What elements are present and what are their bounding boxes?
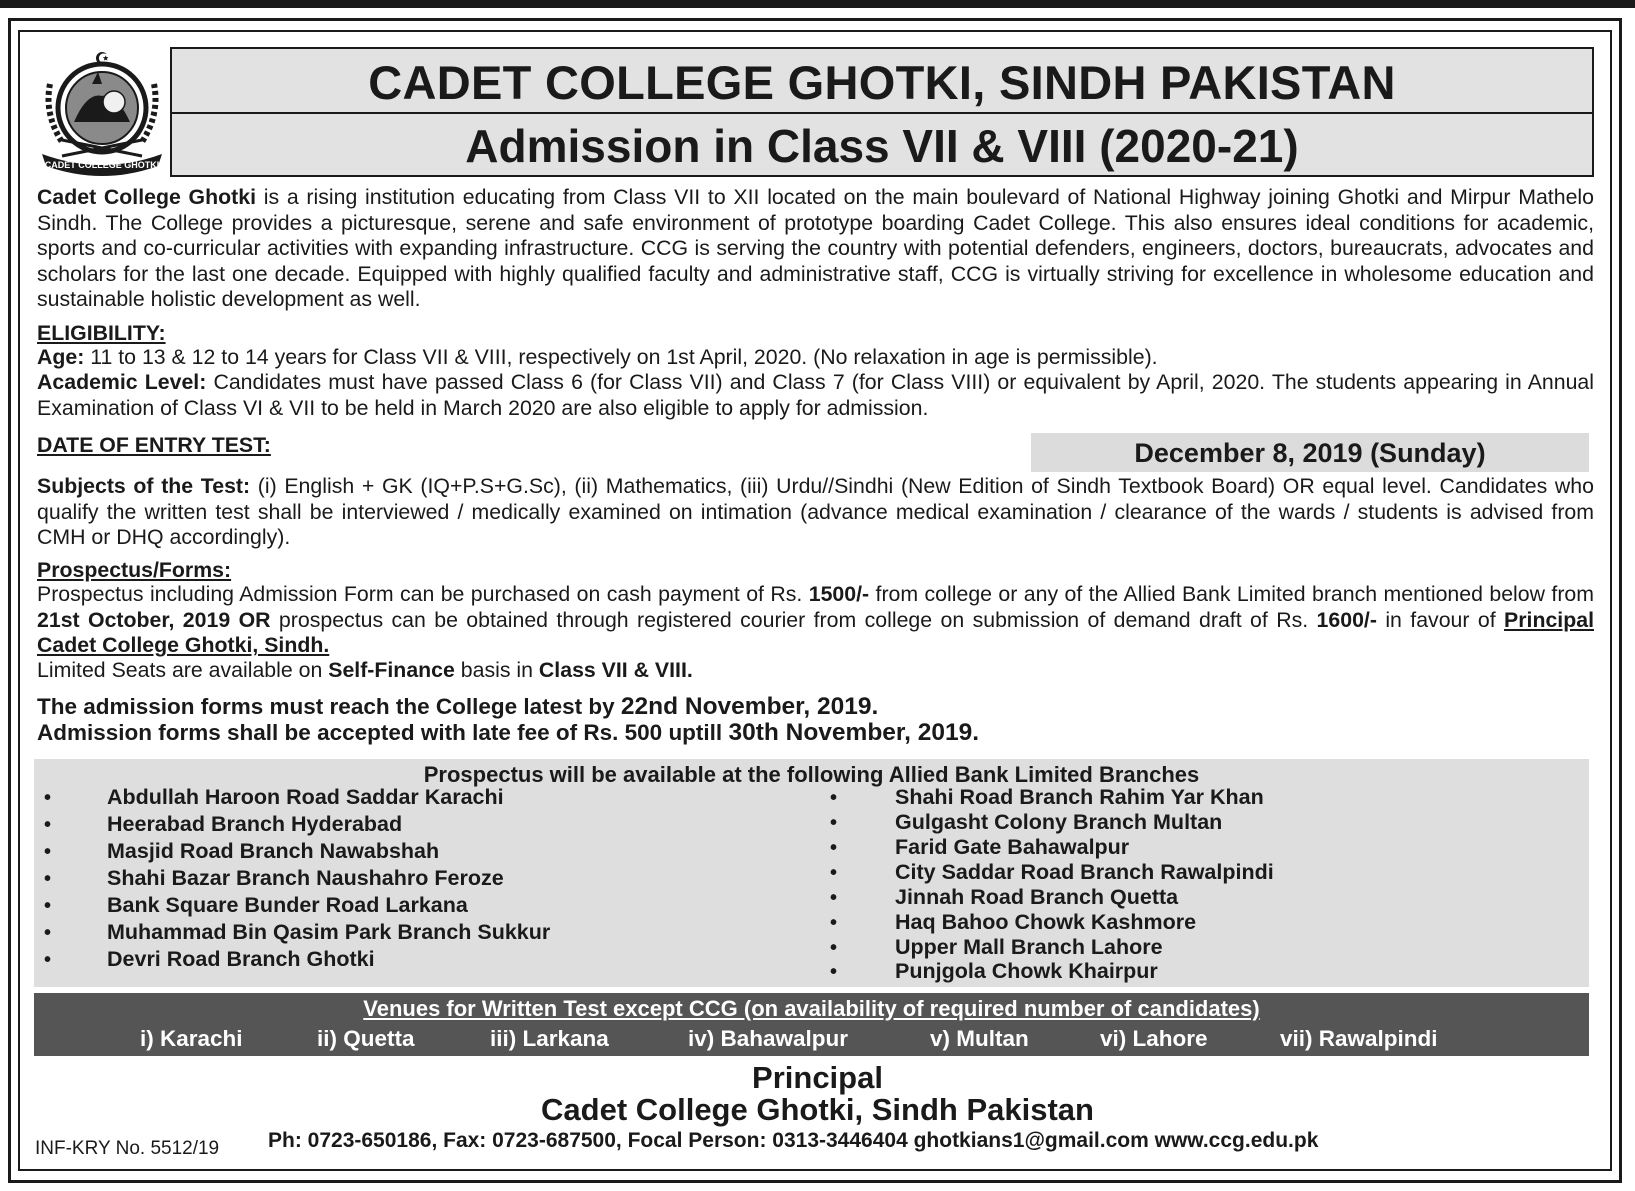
venue-city: i) Karachi — [140, 1026, 243, 1051]
subjects-text: (i) English + GK (IQ+P.S+G.Sc), (ii) Mathematics, (iii) Urdu//Sindhi (New Edition of Sindh Textbook Board) OR equal level. Candidates who qualify the written test shall be interviewed / medically examined on intimation (advance medical examination / clearance of the wards / students is advised from CMH or DHQ accordingly). — [37, 474, 1594, 550]
age-label: Age: — [37, 345, 85, 369]
svg-text:☪: ☪ — [94, 51, 110, 68]
venue-city: ii) Quetta — [317, 1026, 415, 1051]
seats-paragraph — [37, 658, 1594, 684]
entry-test-heading: DATE OF ENTRY TEST: — [37, 433, 271, 457]
bullet: • — [830, 961, 838, 983]
prospectus-text-1: Prospectus including Admission Form can be purchased on cash payment of Rs. — [37, 582, 809, 606]
branch-item-left: Shahi Bazar Branch Naushahro Feroze — [107, 866, 504, 890]
prospectus-text-3: prospectus can be obtained through registered courier from college on submission of demand draft of Rs. — [270, 607, 1317, 632]
branch-item-right: City Saddar Road Branch Rawalpindi — [895, 860, 1274, 884]
intro-paragraph — [37, 185, 1594, 313]
branch-item-right: Punjgola Chowk Khairpur — [895, 959, 1158, 983]
prospectus-payee: Principal Cadet College Ghotki, Sindh. — [37, 607, 1594, 658]
deadline-2-date: 30th November, 2019. — [728, 719, 980, 746]
logo-text: CADET COLLEGE GHOTKI — [44, 160, 160, 170]
subjects-paragraph — [37, 474, 1594, 551]
seats-bold-1: Self-Finance — [328, 658, 455, 682]
branch-item-left: Muhammad Bin Qasim Park Branch Sukkur — [107, 920, 551, 944]
intro-college-name: Cadet College Ghotki — [37, 185, 256, 209]
bullet: • — [44, 814, 52, 836]
intro-text: is a rising institution educating from Class VII to XII located on the main boulevard of National Highway joining Ghotki and Mirpur Mathelo Sindh. The College provides a picturesque, serene and safe environment of prototype boarding Cadet College. This also ensures ideal conditions for academic, sports and co-curricular activities with expanding infrastructure. CCG is serving the country with potential defenders, engineers, doctors, bureaucrats, advocates and scholars for the last one decade. Equipped with highly qualified faculty and administrative staff, CCG is virtually striving for excellence in wholesome education and sustainable holistic development as well. — [37, 185, 1594, 312]
page-subtitle: Admission in Class VII & VIII (2020-21) — [465, 120, 1299, 172]
eligibility-age — [37, 345, 1594, 371]
bullet: • — [830, 912, 838, 934]
deadline-line-1 — [37, 693, 878, 721]
bullet: • — [44, 949, 52, 971]
footer-college: Cadet College Ghotki, Sindh Pakistan — [541, 1092, 1094, 1127]
branch-item-right: Gulgasht Colony Branch Multan — [895, 810, 1223, 834]
academic-label: Academic Level: — [37, 370, 207, 394]
bullet: • — [830, 862, 838, 884]
bullet: • — [44, 895, 52, 917]
venue-city: v) Multan — [930, 1026, 1029, 1051]
deadline-line-2 — [37, 719, 979, 747]
title-divider — [172, 112, 1592, 114]
footer-principal: Principal — [752, 1060, 883, 1095]
branch-item-left: Abdullah Haroon Road Saddar Karachi — [107, 785, 504, 809]
eligibility-heading: ELIGIBILITY: — [37, 321, 166, 345]
branch-item-right: Upper Mall Branch Lahore — [895, 935, 1163, 959]
venue-city: vi) Lahore — [1100, 1026, 1208, 1051]
bullet: • — [830, 812, 838, 834]
prospectus-paragraph — [37, 582, 1594, 659]
bullet: • — [830, 787, 838, 809]
seats-bold-2: Class VII & VIII. — [538, 658, 693, 682]
branch-list-box — [34, 759, 1589, 987]
bullet: • — [830, 887, 838, 909]
deadline-1-text: The admission forms must reach the College latest by — [37, 694, 621, 719]
venue-city: iv) Bahawalpur — [688, 1026, 849, 1051]
branch-item-left: Heerabad Branch Hyderabad — [107, 812, 403, 836]
branch-item-right: Shahi Road Branch Rahim Yar Khan — [895, 785, 1264, 809]
venue-box — [34, 993, 1589, 1056]
prospectus-text-2: from college or any of the Allied Bank Limited branch mentioned below from — [869, 582, 1595, 606]
venue-title: Venues for Written Test except CCG (on availability of required number of candidates) — [363, 996, 1260, 1021]
prospectus-heading: Prospectus/Forms: — [37, 558, 232, 582]
subjects-label: Subjects of the Test: — [37, 474, 251, 498]
entry-test-date-box — [1031, 433, 1589, 472]
bullet: • — [44, 922, 52, 944]
bullet: • — [830, 937, 838, 959]
college-logo — [32, 44, 172, 178]
bullet: • — [44, 868, 52, 890]
seats-text-2: basis in — [454, 658, 539, 682]
branch-item-left: Devri Road Branch Ghotki — [107, 947, 375, 971]
branch-item-right: Farid Gate Bahawalpur — [895, 835, 1130, 859]
inf-number: INF-KRY No. 5512/19 — [35, 1138, 220, 1159]
prospectus-price-1: 1500/- — [808, 582, 870, 606]
seats-text-1: Limited Seats are available on — [37, 658, 329, 682]
academic-text: Candidates must have passed Class 6 (for Class VII) and Class 7 (for Class VIII) or equivalent by April, 2020. The students appearing in Annual Examination of Class VI & VII to be held in March 2020 are also eligible to apply for admission. — [37, 370, 1595, 420]
prospectus-date-from: 21st October, 2019 OR — [37, 607, 271, 632]
prospectus-text-4: in favour of — [1376, 607, 1505, 632]
title-box — [170, 47, 1594, 177]
venue-city: iii) Larkana — [490, 1026, 609, 1051]
bullet: • — [44, 787, 52, 809]
deadline-1-date: 22nd November, 2019. — [620, 693, 879, 720]
eligibility-academic — [37, 370, 1594, 421]
branch-item-right: Haq Bahoo Chowk Kashmore — [895, 910, 1197, 934]
top-rule — [0, 0, 1635, 8]
page-title: CADET COLLEGE GHOTKI, SINDH PAKISTAN — [368, 56, 1396, 109]
age-text: 11 to 13 & 12 to 14 years for Class VII & VIII, respectively on 1st April, 2020. (No relaxation in age is permissible). — [84, 345, 1158, 369]
branch-list-title: Prospectus will be available at the following Allied Bank Limited Branches — [423, 762, 1200, 787]
branch-item-right: Jinnah Road Branch Quetta — [895, 885, 1179, 909]
branch-item-left: Masjid Road Branch Nawabshah — [107, 839, 440, 863]
entry-test-date: December 8, 2019 (Sunday) — [1134, 438, 1486, 468]
venue-city: vii) Rawalpindi — [1280, 1026, 1438, 1051]
bullet: • — [44, 841, 52, 863]
contact-line: Ph: 0723-650186, Fax: 0723-687500, Focal Person: 0313-3446404 ghotkians1@gmail.com www.ccg.edu.pk — [268, 1129, 1319, 1152]
deadline-2-text: Admission forms shall be accepted with late fee of Rs. 500 uptill — [37, 720, 729, 745]
prospectus-price-2: 1600/- — [1316, 607, 1377, 632]
bullet: • — [830, 837, 838, 859]
branch-item-left: Bank Square Bunder Road Larkana — [107, 893, 468, 917]
